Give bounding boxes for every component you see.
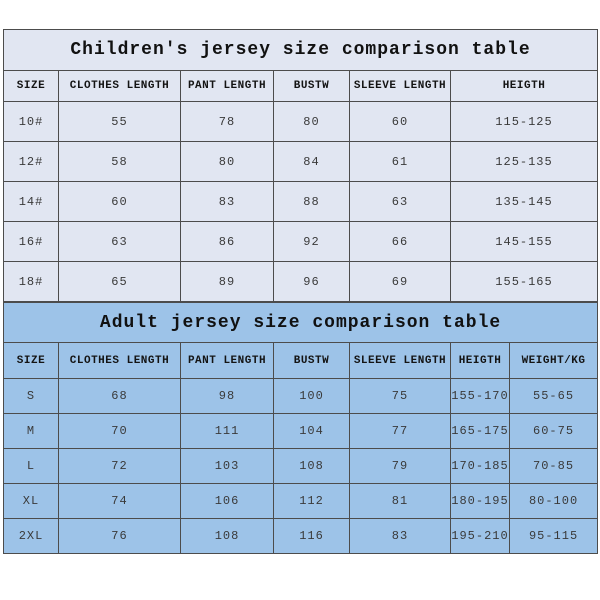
table-row	[4, 414, 598, 449]
size-cell: L	[4, 449, 59, 484]
table-cell: 104	[274, 414, 350, 449]
table-cell: 69	[350, 262, 451, 302]
table-cell: 66	[350, 222, 451, 262]
table-cell: 84	[274, 142, 350, 182]
table-cell: 79	[350, 449, 451, 484]
children-table-header-row	[4, 71, 598, 102]
adult-table-title: Adult jersey size comparison table	[4, 303, 598, 343]
column-header-clothes-length: CLOTHES LENGTH	[59, 71, 181, 102]
adult-jersey-size-table	[3, 302, 598, 554]
table-cell: 72	[59, 449, 181, 484]
table-row	[4, 484, 598, 519]
table-cell: 74	[59, 484, 181, 519]
table-cell: 145-155	[451, 222, 598, 262]
table-cell: 65	[59, 262, 181, 302]
table-cell: 106	[181, 484, 274, 519]
table-cell: 63	[350, 182, 451, 222]
table-row	[4, 379, 598, 414]
children-table-title-row	[4, 30, 598, 71]
table-cell: 80	[181, 142, 274, 182]
column-header-sleeve-length: SLEEVE LENGTH	[350, 71, 451, 102]
children-table-body	[4, 102, 598, 302]
table-cell: 55-65	[510, 379, 598, 414]
size-cell: 14#	[4, 182, 59, 222]
column-header-size: SIZE	[4, 343, 59, 379]
table-cell: 103	[181, 449, 274, 484]
size-cell: 18#	[4, 262, 59, 302]
column-header-bustw: BUSTW	[274, 343, 350, 379]
size-cell: 2XL	[4, 519, 59, 554]
table-cell: 98	[181, 379, 274, 414]
table-cell: 60	[350, 102, 451, 142]
children-table-title: Children's jersey size comparison table	[4, 30, 598, 71]
size-cell: XL	[4, 484, 59, 519]
table-cell: 170-185	[451, 449, 510, 484]
column-header-weight-kg: WEIGHT/KG	[510, 343, 598, 379]
table-cell: 60-75	[510, 414, 598, 449]
table-cell: 83	[181, 182, 274, 222]
table-cell: 60	[59, 182, 181, 222]
table-cell: 78	[181, 102, 274, 142]
table-cell: 135-145	[451, 182, 598, 222]
table-cell: 108	[274, 449, 350, 484]
adult-table-body	[4, 379, 598, 554]
table-cell: 61	[350, 142, 451, 182]
table-cell: 195-210	[451, 519, 510, 554]
table-cell: 70	[59, 414, 181, 449]
column-header-sleeve-length: SLEEVE LENGTH	[350, 343, 451, 379]
table-row	[4, 182, 598, 222]
table-cell: 68	[59, 379, 181, 414]
column-header-pant-length: PANT LENGTH	[181, 71, 274, 102]
size-cell: 10#	[4, 102, 59, 142]
table-cell: 80-100	[510, 484, 598, 519]
table-cell: 180-195	[451, 484, 510, 519]
tables-container	[3, 29, 597, 554]
table-row	[4, 262, 598, 302]
column-header-clothes-length: CLOTHES LENGTH	[59, 343, 181, 379]
table-row	[4, 449, 598, 484]
table-cell: 100	[274, 379, 350, 414]
table-cell: 95-115	[510, 519, 598, 554]
table-row	[4, 142, 598, 182]
table-cell: 75	[350, 379, 451, 414]
table-cell: 112	[274, 484, 350, 519]
table-cell: 77	[350, 414, 451, 449]
table-cell: 58	[59, 142, 181, 182]
table-cell: 55	[59, 102, 181, 142]
column-header-heigth: HEIGTH	[451, 71, 598, 102]
table-cell: 63	[59, 222, 181, 262]
children-jersey-size-table	[3, 29, 598, 302]
table-cell: 88	[274, 182, 350, 222]
table-row	[4, 102, 598, 142]
table-cell: 89	[181, 262, 274, 302]
adult-table-header-row	[4, 343, 598, 379]
table-cell: 92	[274, 222, 350, 262]
table-cell: 76	[59, 519, 181, 554]
table-cell: 80	[274, 102, 350, 142]
table-cell: 155-165	[451, 262, 598, 302]
table-row	[4, 519, 598, 554]
table-cell: 83	[350, 519, 451, 554]
size-cell: M	[4, 414, 59, 449]
column-header-bustw: BUSTW	[274, 71, 350, 102]
column-header-size: SIZE	[4, 71, 59, 102]
adult-table-title-row	[4, 303, 598, 343]
table-cell: 108	[181, 519, 274, 554]
table-cell: 81	[350, 484, 451, 519]
table-cell: 116	[274, 519, 350, 554]
size-cell: 16#	[4, 222, 59, 262]
size-cell: S	[4, 379, 59, 414]
table-cell: 86	[181, 222, 274, 262]
table-cell: 111	[181, 414, 274, 449]
size-cell: 12#	[4, 142, 59, 182]
table-cell: 96	[274, 262, 350, 302]
table-cell: 115-125	[451, 102, 598, 142]
table-row	[4, 222, 598, 262]
table-cell: 125-135	[451, 142, 598, 182]
table-cell: 165-175	[451, 414, 510, 449]
column-header-heigth: HEIGTH	[451, 343, 510, 379]
column-header-pant-length: PANT LENGTH	[181, 343, 274, 379]
table-cell: 70-85	[510, 449, 598, 484]
table-cell: 155-170	[451, 379, 510, 414]
